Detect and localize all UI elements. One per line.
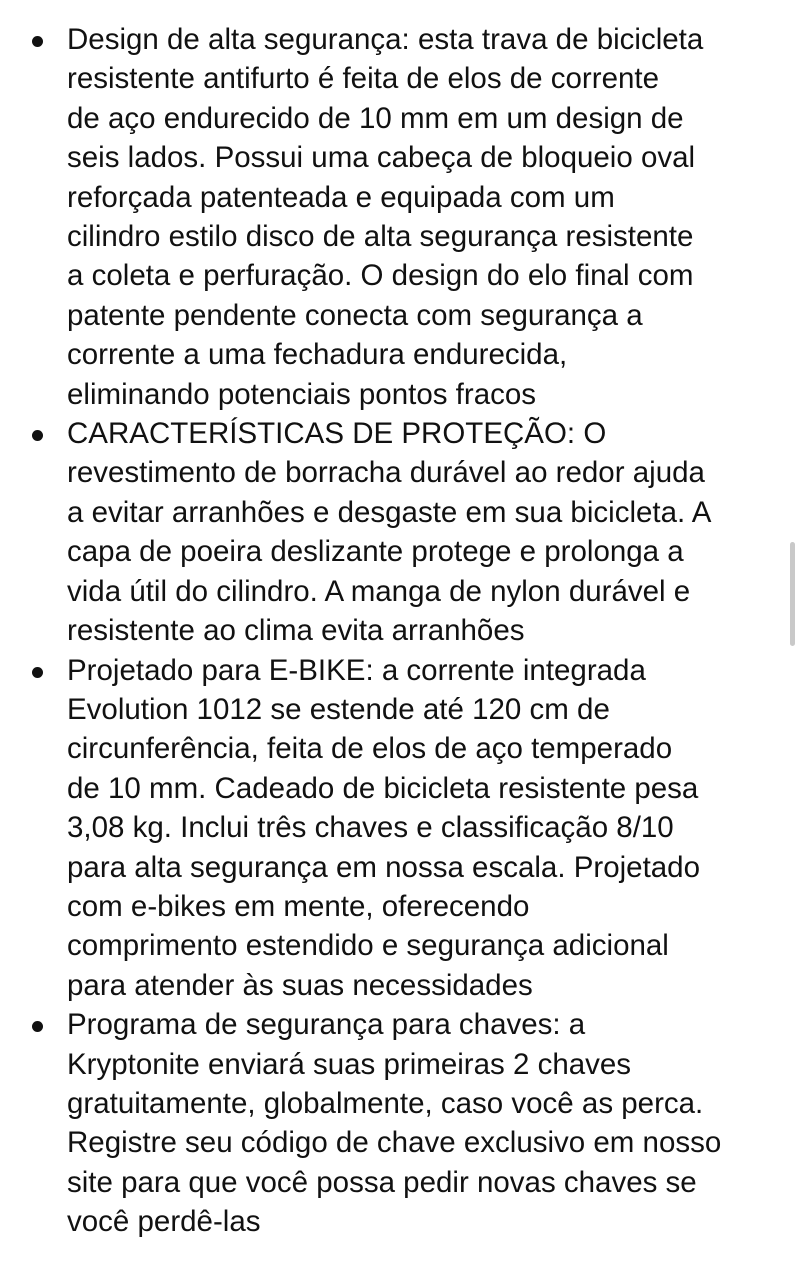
bullet-text-line: reforçada patenteada e equipada com um [67,180,615,214]
bullet-text-line: CARACTERÍSTICAS DE PROTEÇÃO: O [67,417,607,451]
bullet-text-line: site para que você possa pedir novas chaves se [67,1165,697,1199]
bullet-text-line: revestimento de borracha durável ao redor ajuda [67,456,705,490]
bullet-text-line: Kryptonite enviará suas primeiras 2 chaves [67,1047,632,1081]
bullet-text-line: cilindro estilo disco de alta segurança resistente [67,220,694,254]
bullet-text-line: corrente a uma fechadura endurecida, [67,338,568,372]
bullet-text-line: Projetado para E-BIKE: a corrente integrada [67,653,646,687]
bullet-text-line: capa de poeira deslizante protege e prolonga a [67,535,684,569]
feature-bullet-security-design [0,20,799,414]
bullet-text-line: comprimento estendido e segurança adicional [67,929,669,963]
bullet-text-line: resistente antifurto é feita de elos de corrente [67,62,659,96]
bullet-dot-icon [32,36,43,47]
bullet-text-line: a evitar arranhões e desgaste em sua bicicleta. A [67,495,712,529]
bullet-dot-icon [32,667,43,678]
bullet-text-line: Programa de segurança para chaves: a [67,1008,586,1042]
bullet-text-line: Design de alta segurança: esta trava de bicicleta [67,23,704,56]
scrollbar-thumb[interactable] [790,542,795,646]
bullet-text-line: de aço endurecido de 10 mm em um design de [67,101,684,135]
product-description [0,20,799,1242]
feature-bullet-protection [0,414,799,650]
bullet-text-line: a coleta e perfuração. O design do elo final com [67,259,694,293]
bullet-text-line: Evolution 1012 se estende até 120 cm de [67,692,610,726]
feature-bullet-ebike [0,651,799,1006]
bullet-text-line: você perdê-las [67,1205,261,1239]
bullet-text-line: 3,08 kg. Inclui três chaves e classificação 8/10 [67,811,674,845]
bullet-text-line: resistente ao clima evita arranhões [67,614,525,648]
bullet-text-line: vida útil do cilindro. A manga de nylon durável e [67,574,691,608]
bullet-text-line: circunferência, feita de elos de aço temperado [67,732,673,766]
feature-bullet-key-program [0,1005,799,1241]
bullet-text-line: gratuitamente, globalmente, caso você as perca. [67,1086,704,1120]
bullet-dot-icon [32,1021,43,1032]
bullet-text-line: patente pendente conecta com segurança a [67,298,643,332]
bullet-text-line: de 10 mm. Cadeado de bicicleta resistente pesa [67,771,699,805]
bullet-text-line: com e-bikes em mente, oferecendo [67,889,530,923]
bullet-dot-icon [32,430,43,441]
bullet-text-line: para alta segurança em nossa escala. Projetado [67,850,700,884]
bullet-text-line: para atender às suas necessidades [67,968,533,1002]
bullet-text-line: seis lados. Possui uma cabeça de bloqueio oval [67,141,696,175]
bullet-text-line: Registre seu código de chave exclusivo em nosso [67,1126,722,1160]
feature-bullet-list [0,20,799,1242]
bullet-text-line: eliminando potenciais pontos fracos [67,377,537,411]
